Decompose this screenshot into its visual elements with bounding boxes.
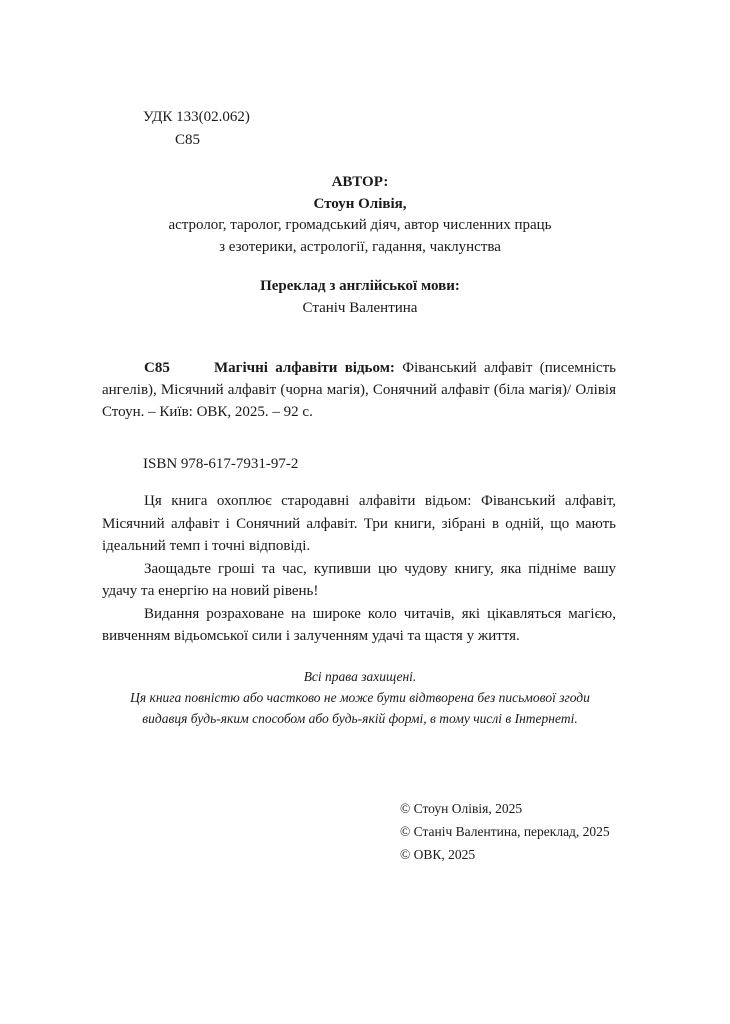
udk-code: УДК 133(02.062): [143, 109, 250, 125]
rights-line-1: Всі права захищені.: [303, 669, 417, 684]
author-description-line-1: астролог, таролог, громадський діяч, автор численних праць: [168, 217, 552, 233]
copyright-publisher: © ОВК, 2025: [400, 847, 476, 862]
author-mark: С85: [175, 132, 201, 148]
udk-block: [143, 106, 250, 152]
author-block: [100, 172, 620, 258]
bibliographic-record: [102, 357, 616, 423]
biblio-details: Фіванський алфавіт (писемність ангелів), Місячний алфавіт (чорна магія), Сонячний алфавіт (біла магія)/ Олівія Стоун. – Київ: ОВК, 2025. – 92 с.: [102, 360, 616, 420]
rights-line-2: Ця книга повністю або частково не може бути відтворена без письмової згоди: [130, 690, 590, 705]
translation-heading: Переклад з англійської мови:: [260, 278, 460, 294]
author-name: Стоун Олівія,: [313, 195, 407, 212]
annotation-block: [102, 490, 616, 648]
copyright-block: [400, 797, 610, 866]
book-title: Магічні алфавіти відьом:: [214, 360, 395, 376]
translator-name: Станіч Валентина: [302, 299, 418, 316]
biblio-code: С85: [144, 360, 170, 376]
rights-line-3: видавця будь-яким способом або будь-якій формі, в тому числі в Інтернеті.: [142, 711, 578, 726]
author-description-line-2: з езотерики, астрології, гадання, чаклунства: [219, 238, 501, 255]
copyright-translator: © Станіч Валентина, переклад, 2025: [400, 824, 610, 839]
isbn: ISBN 978-617-7931-97-2: [143, 456, 299, 472]
copyright-author: © Стоун Олівія, 2025: [400, 801, 523, 816]
annotation-paragraph-3: Видання розраховане на широке коло читачів, які цікавляться магією, вивченням відьомської сили і залученням удачі та щастя у життя.: [102, 605, 616, 644]
annotation-paragraph-2: Заощадьте гроші та час, купивши цю чудову книгу, яка підніме вашу удачу та енергію на новий рівень!: [102, 560, 616, 599]
author-heading: АВТОР:: [331, 174, 389, 190]
rights-notice: [100, 666, 620, 729]
translation-block: [100, 276, 620, 319]
annotation-paragraph-1: Ця книга охоплює стародавні алфавіти відьом: Фіванський алфавіт, Місячний алфавіт і Сонячний алфавіт. Три книги, зібрані в одній, що мають ідеальний темп і точні відповіді.: [102, 493, 616, 554]
